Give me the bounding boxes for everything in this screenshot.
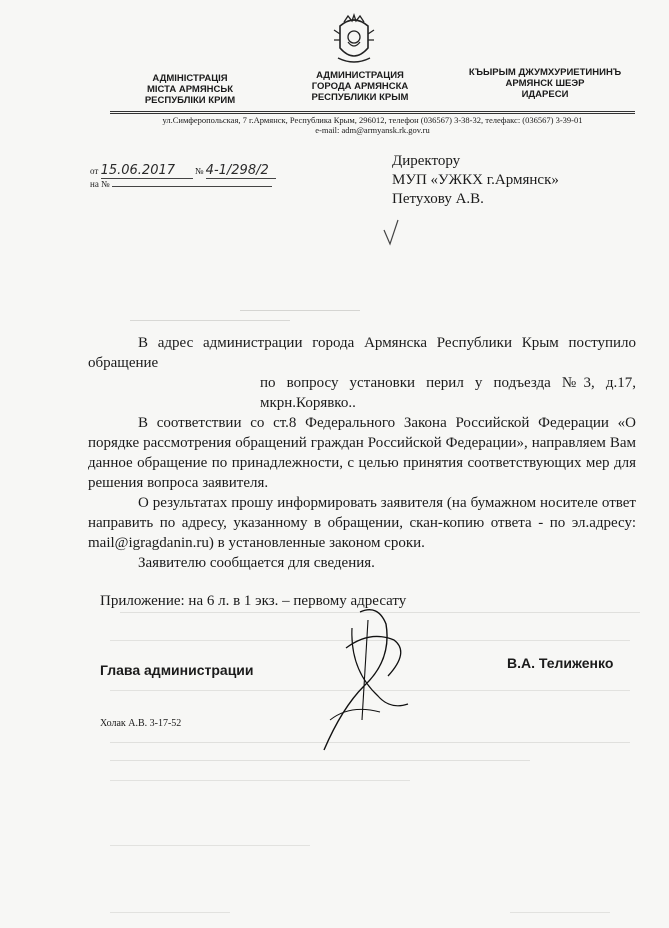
reply-line: [90, 179, 272, 189]
coat-of-arms-icon: [330, 12, 378, 68]
addressee-position: Директору: [392, 153, 461, 169]
header-ct-line: АРМЯНСК ШЕЭР: [505, 78, 585, 89]
number-label: №: [194, 166, 204, 176]
chief-title: Глава администрации: [100, 662, 254, 678]
header-ukrainian: [110, 73, 270, 106]
handwritten-signature: [290, 600, 440, 760]
attachment-note: Приложение: на 6 л. в 1 экз. – первому адресату: [100, 593, 407, 609]
header-divider: [110, 111, 635, 112]
email-address: e-mail: adm@armyansk.rk.gov.ru: [315, 125, 430, 135]
paragraph-reporting: О результатах прошу информировать заявителя (на бумажном носителе ответ направить по адресу, указанному в обращении, скан-копию ответа - по эл.адресу: mail@igragdanin.ru) в установленные законом сроки.: [88, 495, 636, 551]
paragraph-legal-basis: В соответствии со ст.8 Федерального Закона Российской Федерации «О порядке рассмотрения обращений граждан Российской Федерации», направляем Вам данное обращение по принадлежности, с целью принятия соответствующих мер для решения вопроса заявителя.: [88, 415, 636, 491]
addressee-name: Петухову А.В.: [392, 191, 484, 207]
contact-address: [110, 115, 635, 135]
header-ct-line: КЪЫРЫМ ДЖУМХУРИЕТИНИНЪ: [468, 67, 622, 78]
signer-name: В.А. Телиженко: [507, 655, 614, 671]
header-ua-line: АДМІНІСТРАЦІЯ: [152, 73, 228, 84]
header-ru-line: РЕСПУБЛИКИ КРЫМ: [311, 92, 409, 103]
header-ru-line: АДМИНИСТРАЦИЯ: [316, 70, 404, 81]
header-ua-line: МІСТА АРМЯНСЬК: [146, 84, 234, 95]
registration-date: 15.06.2017: [101, 163, 193, 179]
addressee-organization: МУП «УЖКХ г.Армянск»: [392, 172, 559, 188]
paragraph-topic: по вопросу установки перил у подъезда №3, д.17, мкрн.Корявко..: [260, 375, 636, 411]
header-divider: [110, 113, 635, 114]
header-crimean-tatar: [445, 67, 645, 100]
paragraph-notice: Заявителю сообщается для сведения.: [138, 555, 375, 571]
executor-contact: Холак А.В. 3-17-52: [100, 718, 182, 729]
reply-label: на №: [90, 179, 110, 189]
from-label: от: [90, 166, 99, 176]
header-russian: [290, 70, 430, 103]
checkmark-icon: [380, 218, 402, 246]
reply-number-blank: [112, 186, 272, 187]
registration-number: 4-1/298/2: [206, 163, 276, 179]
paragraph-intro: В адрес администрации города Армянска Республики Крым поступило обращение: [88, 335, 636, 371]
addressee-block: [392, 152, 559, 209]
header-ua-line: РЕСПУБЛІКИ КРИМ: [144, 95, 236, 106]
postal-address: ул.Симферопольская, 7 г.Армянск, Республика Крым, 296012, телефон (036567) 3-38-32, телефакс: (036567) 3-39-01: [162, 115, 583, 125]
letter-body: [88, 333, 636, 573]
header-ct-line: ИДАРЕСИ: [521, 89, 569, 100]
registration-line: [90, 163, 276, 179]
header-ru-line: ГОРОДА АРМЯНСКА: [311, 81, 409, 92]
